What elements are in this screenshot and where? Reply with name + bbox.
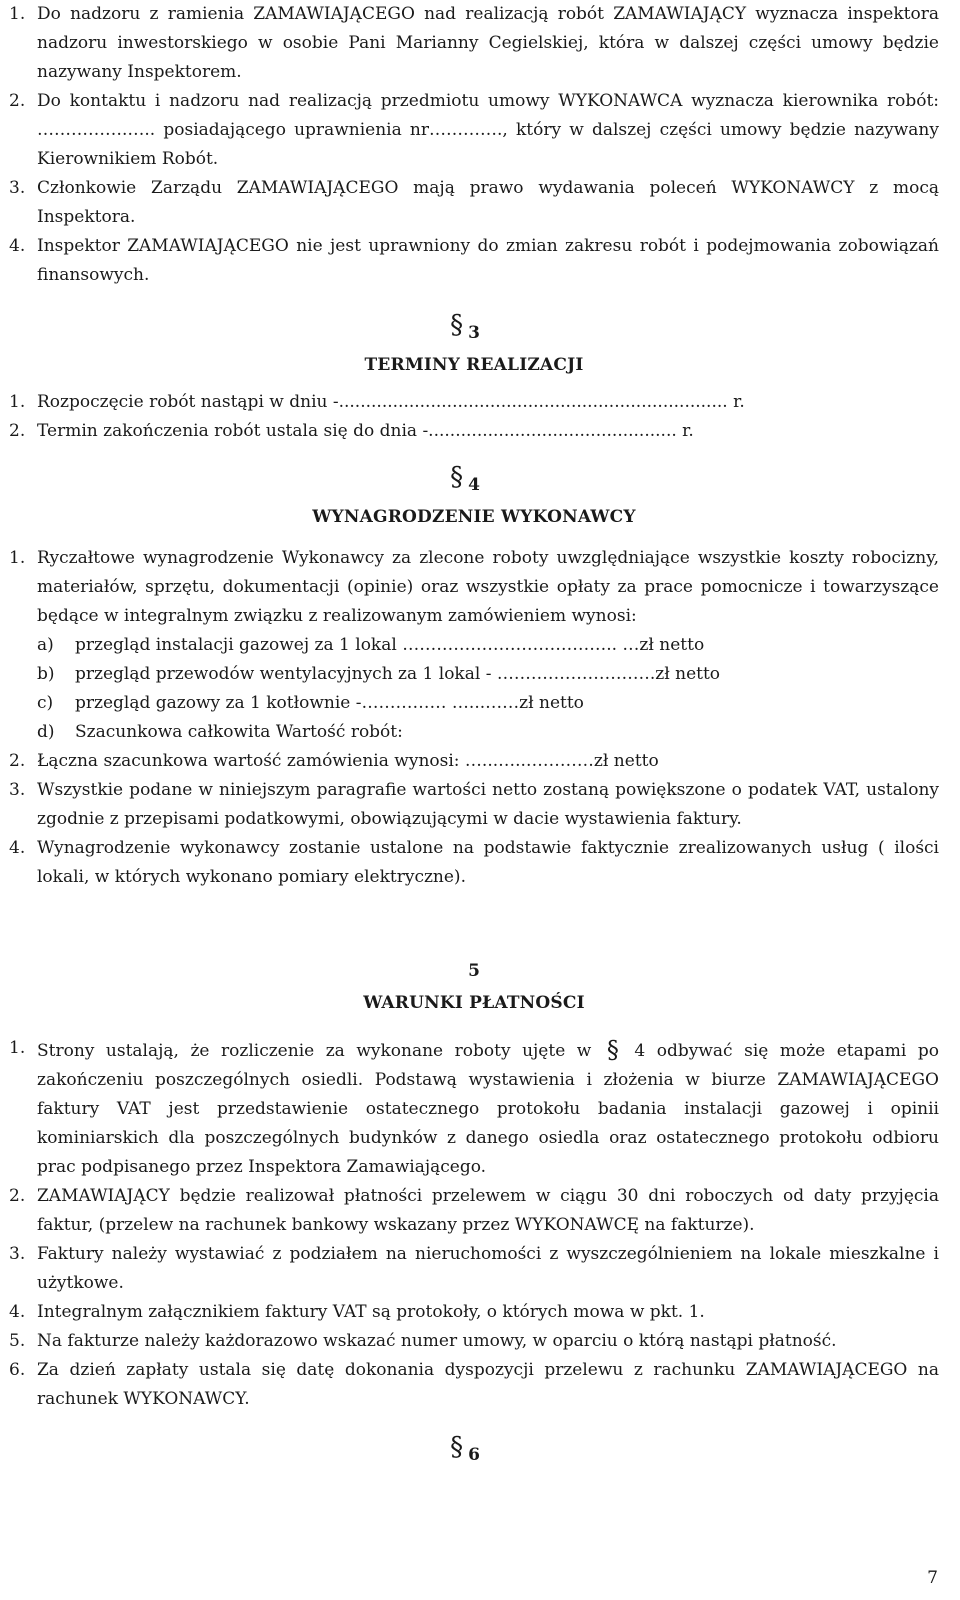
- sub-list-item: [9, 718, 939, 747]
- item-text: Za dzień zapłaty ustala się datę dokonania dyspozycji przelewu z rachunku ZAMAWIAJĄCEGO na rachunek WYKONAWCY.: [37, 1360, 939, 1409]
- item-text-part: Strony ustalają, że rozliczenie za wykonane roboty ujęte w: [37, 1041, 592, 1061]
- list-item: [9, 544, 939, 631]
- item-text: przegląd instalacji gazowej za 1 lokal ……………………………….. …zł netto: [75, 635, 705, 655]
- section-sign: §: [450, 462, 464, 492]
- list-item: [9, 747, 939, 776]
- item-number: 3.: [9, 1244, 26, 1264]
- item-text: Faktury należy wystawiać z podziałem na nieruchomości z wyszczególnieniem na lokale mieszkalne i użytkowe.: [37, 1244, 939, 1293]
- item-text: Do nadzoru z ramienia ZAMAWIAJĄCEGO nad realizacją robót ZAMAWIAJĄCY wyznacza inspektora nadzoru inwestorskiego w osobie Pani Marianny Cegielskiej, która w dalszej części umowy będzie nazywany Inspektorem.: [37, 4, 939, 82]
- item-text: Termin zakończenia robót ustala się do dnia -.............................................. r.: [37, 421, 694, 441]
- item-letter: b): [37, 664, 55, 684]
- item-text: przegląd gazowy za 1 kotłownie -…………… …...……zł netto: [75, 693, 584, 713]
- section-2-list: [9, 0, 939, 290]
- item-number: 3.: [9, 178, 26, 198]
- item-number: 5.: [9, 1331, 26, 1351]
- sub-list-item: [9, 660, 939, 689]
- item-number: 4.: [9, 1302, 26, 1322]
- list-item: [9, 1298, 939, 1327]
- item-number: 2.: [9, 91, 26, 111]
- item-text-part: 4 odbywać się może etapami po zakończeniu poszczególnych osiedli. Podstawą wystawienia i złożenia w biurze ZAMAWIAJĄCEGO faktury VAT jest przedstawienie ostatecznego protokołu badania instalacji gazowej i opinii kominiarskich dla poszczególnych budynków z danego osiedla oraz ostatecznego protokołu odbioru prac podpisanego przez Inspektora Zamawiającego.: [37, 1041, 939, 1177]
- list-item: [9, 87, 939, 174]
- item-text: Integralnym załącznikiem faktury VAT są protokoły, o których mowa w pkt. 1.: [37, 1302, 705, 1322]
- section-4-list: [9, 544, 939, 892]
- section-number: [450, 1432, 480, 1470]
- item-letter: c): [37, 693, 54, 713]
- section-number: 5: [468, 961, 480, 981]
- item-text: Łączna szacunkowa wartość zamówienia wynosi: …...…..…………zł netto: [37, 751, 659, 771]
- section-3-heading: [9, 310, 939, 380]
- item-number: 1.: [9, 1038, 26, 1058]
- item-text: ZAMAWIAJĄCY będzie realizował płatności przelewem w ciągu 30 dni roboczych od daty przyjęcia faktur, (przelew na rachunek bankowy wskazany przez WYKONAWCĘ na fakturze).: [37, 1186, 939, 1235]
- item-text: Na fakturze należy każdorazowo wskazać numer umowy, w oparciu o którą nastąpi płatność.: [37, 1331, 837, 1351]
- list-item: [9, 776, 939, 834]
- item-text: przegląd przewodów wentylacyjnych za 1 lokal - ……………………….zł netto: [75, 664, 721, 684]
- list-item: [9, 0, 939, 87]
- item-text: Szacunkowa całkowita Wartość robót:: [75, 722, 403, 742]
- list-item: [9, 174, 939, 232]
- item-text: [37, 1034, 939, 1182]
- item-text: Wynagrodzenie wykonawcy zostanie ustalone na podstawie faktycznie zrealizowanych usług ( ilości lokali, w których wykonano pomiary elektryczne).: [37, 838, 939, 887]
- item-number: 4.: [9, 236, 26, 256]
- section-number-value: 6: [468, 1445, 480, 1465]
- section-sign: §: [450, 1432, 464, 1462]
- item-text: Rozpoczęcie robót nastąpi w dniu -........................................................................ r.: [37, 392, 745, 412]
- page-number: 7: [927, 1568, 938, 1588]
- list-item: [9, 1327, 939, 1356]
- list-item: [9, 417, 939, 446]
- section-number: [450, 310, 480, 348]
- item-number: 1.: [9, 4, 26, 24]
- section-3-list: [9, 388, 939, 446]
- item-letter: a): [37, 635, 54, 655]
- section-number: [450, 462, 480, 500]
- section-number-value: 4: [468, 475, 480, 495]
- list-item: [9, 388, 939, 417]
- item-text: Ryczałtowe wynagrodzenie Wykonawcy za zlecone roboty uwzględniające wszystkie koszty robocizny, materiałów, sprzętu, dokumentacji (opinie) oraz wszystkie opłaty za prace pomocnicze i towarzyszące będące w integralnym związku z realizowanym zamówieniem wynosi:: [37, 548, 939, 626]
- item-number: 1.: [9, 392, 26, 412]
- sub-list-item: [9, 689, 939, 718]
- section-title: TERMINY REALIZACJI: [364, 355, 584, 375]
- item-number: 3.: [9, 780, 26, 800]
- item-number: 6.: [9, 1360, 26, 1380]
- item-number: 4.: [9, 838, 26, 858]
- list-item: [9, 834, 939, 892]
- list-item: [9, 232, 939, 290]
- section-title: WYNAGRODZENIE WYKONAWCY: [312, 507, 636, 527]
- item-number: 2.: [9, 421, 26, 441]
- item-text: Do kontaktu i nadzoru nad realizacją przedmiotu umowy WYKONAWCA wyznacza kierownika robót: …………….….. posiadającego uprawnienia nr…………., który w dalszej części umowy będzie nazywany Kierownikiem Robót.: [37, 91, 939, 169]
- item-text: Wszystkie podane w niniejszym paragrafie wartości netto zostaną powiększone o podatek VAT, ustalony zgodnie z przepisami podatkowymi, obowiązującymi w dacie wystawienia faktury.: [37, 780, 939, 829]
- item-number: 2.: [9, 1186, 26, 1206]
- section-title: WARUNKI PŁATNOŚCI: [363, 993, 585, 1013]
- item-text: Członkowie Zarządu ZAMAWIAJĄCEGO mają prawo wydawania poleceń WYKONAWCY z mocą Inspektora.: [37, 178, 939, 227]
- section-6-heading: [9, 1432, 939, 1470]
- section-sign: §: [606, 1036, 619, 1064]
- section-5-list: [9, 1034, 939, 1414]
- section-sign: §: [450, 310, 464, 340]
- sub-list-item: [9, 631, 939, 660]
- section-number-value: 3: [468, 323, 480, 343]
- item-letter: d): [37, 722, 55, 742]
- section-4-heading: [9, 462, 939, 532]
- list-item: [9, 1034, 939, 1182]
- item-text: Inspektor ZAMAWIAJĄCEGO nie jest uprawniony do zmian zakresu robót i podejmowania zobowiązań finansowych.: [37, 236, 939, 285]
- item-number: 2.: [9, 751, 26, 771]
- section-5-heading: [9, 956, 939, 1018]
- list-item: [9, 1240, 939, 1298]
- list-item: [9, 1182, 939, 1240]
- item-number: 1.: [9, 548, 26, 568]
- list-item: [9, 1356, 939, 1414]
- document-body: [9, 0, 939, 1470]
